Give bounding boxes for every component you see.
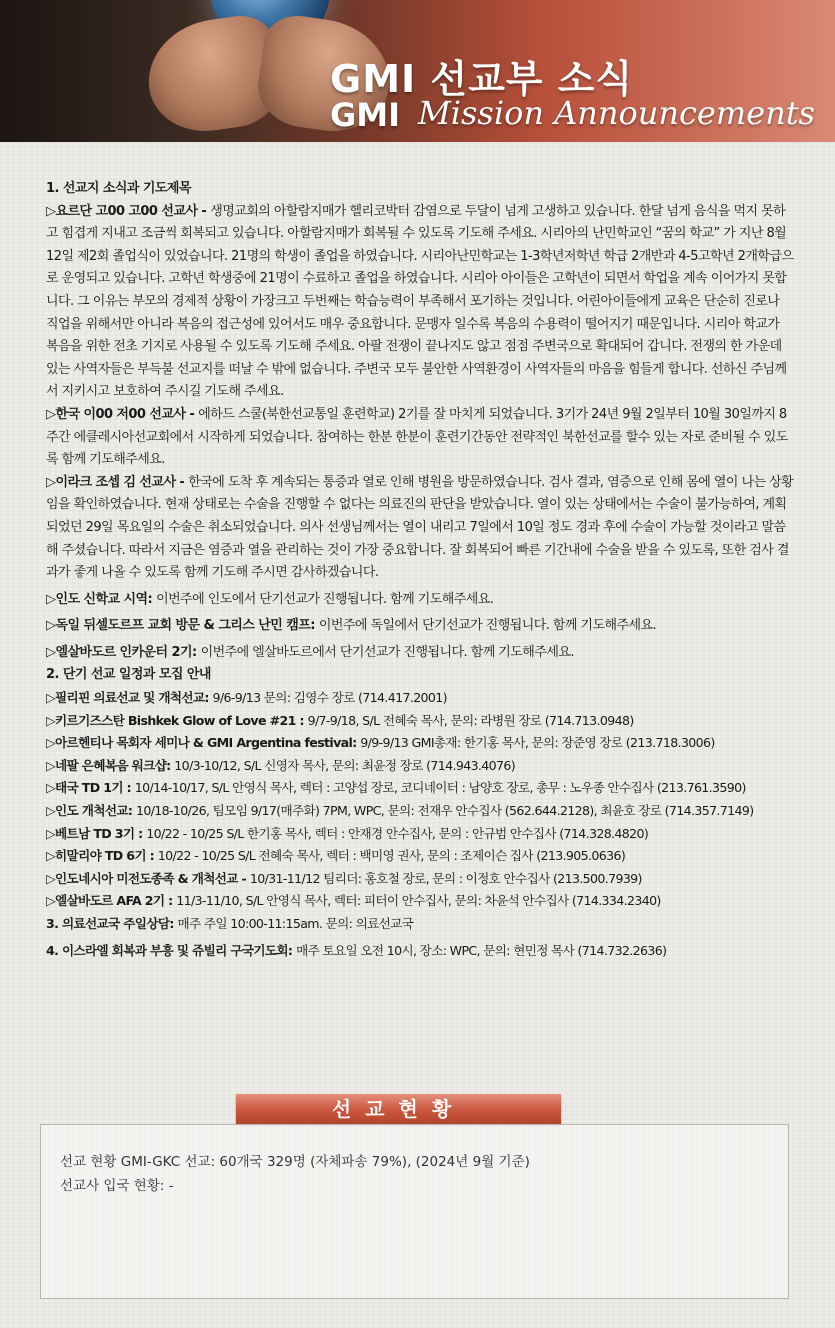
item-text: 9/6-9/13 문의: 김영수 장로 (714.417.2001) [212,690,447,706]
item-elsalvador-encounter [46,642,794,665]
schedule-thailand [46,777,794,800]
item-label: ▷인도 개척선교: [46,803,136,819]
section3-medical [46,913,794,936]
announcement-content [46,178,794,962]
item-label: ▷독일 뒤셀도르프 교회 방문 & 그리스 난민 캠프: [46,618,319,634]
item-label: ▷한국 이00 저00 선교사 - [46,406,199,422]
schedule-kyrgyzstan [46,710,794,733]
status-line-2: 선교사 입국 현황: - [60,1178,174,1194]
status-line-1: 선교 현황 GMI-GKC 선교: 60개국 329명 (자체파송 79%), (2024년 9월 기준) [60,1154,530,1170]
header-banner [0,0,835,142]
item-india-seminary [46,589,794,612]
item-korea [46,404,794,472]
item-label: ▷이라크 조셉 김 선교사 - [46,474,189,490]
item-label: ▷인도 신학교 시역: [46,591,157,607]
item-label: ▷아르헨티나 목회자 세미나 & GMI Argentina festival: [46,735,361,751]
item-jordan [46,201,794,404]
item-label: 4. 이스라엘 회복과 부흥 및 쥬빌리 구국기도회: [46,942,297,958]
item-text: 10/22 - 10/25 S/L 전혜숙 목사, 렉터 : 백미영 권사, 문의 : 조제이슨 집사 (213.905.0636) [157,848,626,864]
item-label: ▷필리핀 의료선교 및 개척선교: [46,690,213,706]
item-text: 10/14-10/17, S/L 안영식 목사, 렉터 : 고양섭 장로, 코디네이터 : 남양호 장로, 총무 : 노우종 안수집사 (213.761.3590) [134,780,746,796]
item-text: 이번주에 엘살바도르에서 단기선교가 진행됩니다. 함께 기도해주세요. [200,644,574,660]
item-label: ▷베트남 TD 3기 : [46,825,147,841]
schedule-vietnam [46,823,794,846]
header-title-english: Mission Announcements [418,94,815,132]
schedule-india [46,800,794,823]
section2-heading: 2. 단기 선교 일정과 모집 안내 [46,667,211,683]
schedule-nepal [46,755,794,778]
item-text: 9/7-9/18, S/L 전혜숙 목사, 문의: 라병원 장로 (714.713.0948) [307,712,634,728]
section4-israel [46,940,794,963]
item-text: 이번주에 독일에서 단기선교가 진행됩니다. 함께 기도해주세요. [318,618,657,634]
mission-status-banner: 선교현황 [236,1094,561,1124]
section1-heading: 1. 선교지 소식과 기도제목 [46,181,191,196]
schedule-philippines [46,687,794,710]
header-title-gmi: GMI [330,96,401,134]
item-label: 3. 의료선교국 주일상담: [46,916,178,931]
item-label: ▷히말리야 TD 6기 : [46,848,158,864]
item-text: 10/31-11/12 팀리더: 홍호철 장로, 문의 : 이정호 안수집사 (213.500.7939) [249,870,642,886]
item-label: ▷네팔 은혜복음 워크샵: [46,757,175,773]
item-text: 11/3-11/10, S/L 안영식 목사, 렉터: 피터이 안수집사, 문의: 차윤석 안수집사 (714.334.2340) [176,893,661,909]
schedule-himalaya [46,845,794,868]
item-text: 에하드 스쿨(북한선교통일 훈련학교) 2기를 잘 마치게 되었습니다. 3기가 24년 9월 2일부터 10월 30일까지 8주간 에클레시아선교회에서 시작하게 되었습니다. 참여하는 한분 한분이 훈련기간동안 전략적인 북한선교를 할수 있는 자로 준비될 수 있도록 함께 기도해주세요. [46,406,788,468]
item-text: 10/18-10/26, 팀모임 9/17(매주화) 7PM, WPC, 문의: 전재우 안수집사 (562.644.2128), 최윤호 장로 (714.357.7149) [135,803,754,819]
item-germany [46,615,794,638]
item-text: 10/3-10/12, S/L 신영자 목사, 문의: 최윤정 장로 (714.943.4076) [174,757,516,773]
header-title-korean: GMI 선교부 소식 [330,57,634,101]
schedule-argentina [46,732,794,755]
item-text: 10/22 - 10/25 S/L 한기홍 목사, 렉터 : 안재경 안수집사, 문의 : 안규범 안수집사 (714.328.4820) [146,825,649,841]
item-text: 매주 주일 10:00-11:15am. 문의: 의료선교국 [177,916,414,931]
item-text: 매주 토요일 오전 10시, 장소: WPC, 문의: 현민정 목사 (714.732.2636) [296,942,667,958]
hands-globe-image [70,0,320,142]
item-label: ▷키르기즈스탄 Bishkek Glow of Love #21 : [46,712,308,728]
item-label: ▷태국 TD 1기 : [46,780,135,796]
item-label: ▷요르단 고00 고00 선교사 - [46,203,211,219]
item-text: 9/9-9/13 GMI총재: 한기홍 목사, 문의: 장준영 장로 (213.718.3006) [360,735,715,751]
item-text: 한국에 도착 후 계속되는 통증과 열로 인해 병원을 방문하였습니다. 검사 결과, 염증으로 인해 몸에 열이 나는 상황임을 확인하였습니다. 현재 상태로는 수술을 진행할 수 없다는 의료진의 판단을 받았습니다. 열이 있는 상태에서는 수술이 불가능하여, 계획되었던 29일 목요일의 수술은 취소되었습니다. 의사 선생님께서는 열이 내리고 7일에서 10일 정도 경과 후에 수술이 가능할 것이라고 말씀해 주셨습니다. 따라서 지금은 염증과 열을 관리하는 것이 가장 중요합니다. 잘 회복되어 빠른 기간내에 수술을 받을 수 있도록, 또한 검사 결과가 좋게 나올 수 있도록 함께 기도해 주시면 감사하겠습니다. [46,474,794,581]
item-label: ▷인도네시아 미전도종족 & 개척선교 - [46,870,250,886]
schedule-elsalvador-afa [46,890,794,913]
item-text: 이번주에 인도에서 단기선교가 진행됩니다. 함께 기도해주세요. [156,591,494,607]
item-text: 생명교회의 아할람지매가 헬리코박터 감염으로 두달이 넘게 고생하고 있습니다. 한달 넘게 음식을 먹지 못하고 힘겹게 지내고 조금씩 회복되고 있습니다. 아할람지매가 회복될 수 있도록 기도해 주세요. 시리아의 난민학교인 “꿈의 학교” 가 지난 8월12일 제2회 졸업식이 있었습니다. 21명의 학생이 졸업을 하였습니다. 시리아난민학교는 1-3학년저학년 학급 2개반과 4-5고학년 2개학급으로 운영되고 있습니다. 고학년 학생중에 21명이 수료하고 졸업을 하였습니다. 시리아 아이들은 고학년이 되면서 학업을 계속 이어가지 못합니다. 그 이유는 부모의 경제적 상황이 가장크고 두번째는 학습능력이 부족해서 포기하는 것입니다. 어린아이들에게 교육은 단순히 진로나 직업을 위해서만 아니라 복음의 접근성에 있어서도 매우 중요합니다. 문맹자 일수록 복음의 수용력이 떨어지기 때문입니다. 시리아 학교가 복음을 위한 전초 기지로 사용될 수 있도록 기도해 주세요. 아팔 전쟁이 끝나지도 않고 점점 주변국으로 확대되어 갑니다. 전쟁의 한 가운데 있는 사역자들은 부득불 선교지를 떠날 수 밖에 없습니다. 주변국 모두 불안한 사역환경이 사역자들의 마음을 힘들게 합니다. 선하신 주님께서 지키시고 보호하여 주시길 기도해 주세요. [46,203,794,400]
item-label: ▷엘살바도르 인카운터 2기: [46,644,201,660]
item-iraq [46,472,794,585]
schedule-indonesia [46,868,794,891]
item-label: ▷엘살바도르 AFA 2기 : [46,893,177,909]
